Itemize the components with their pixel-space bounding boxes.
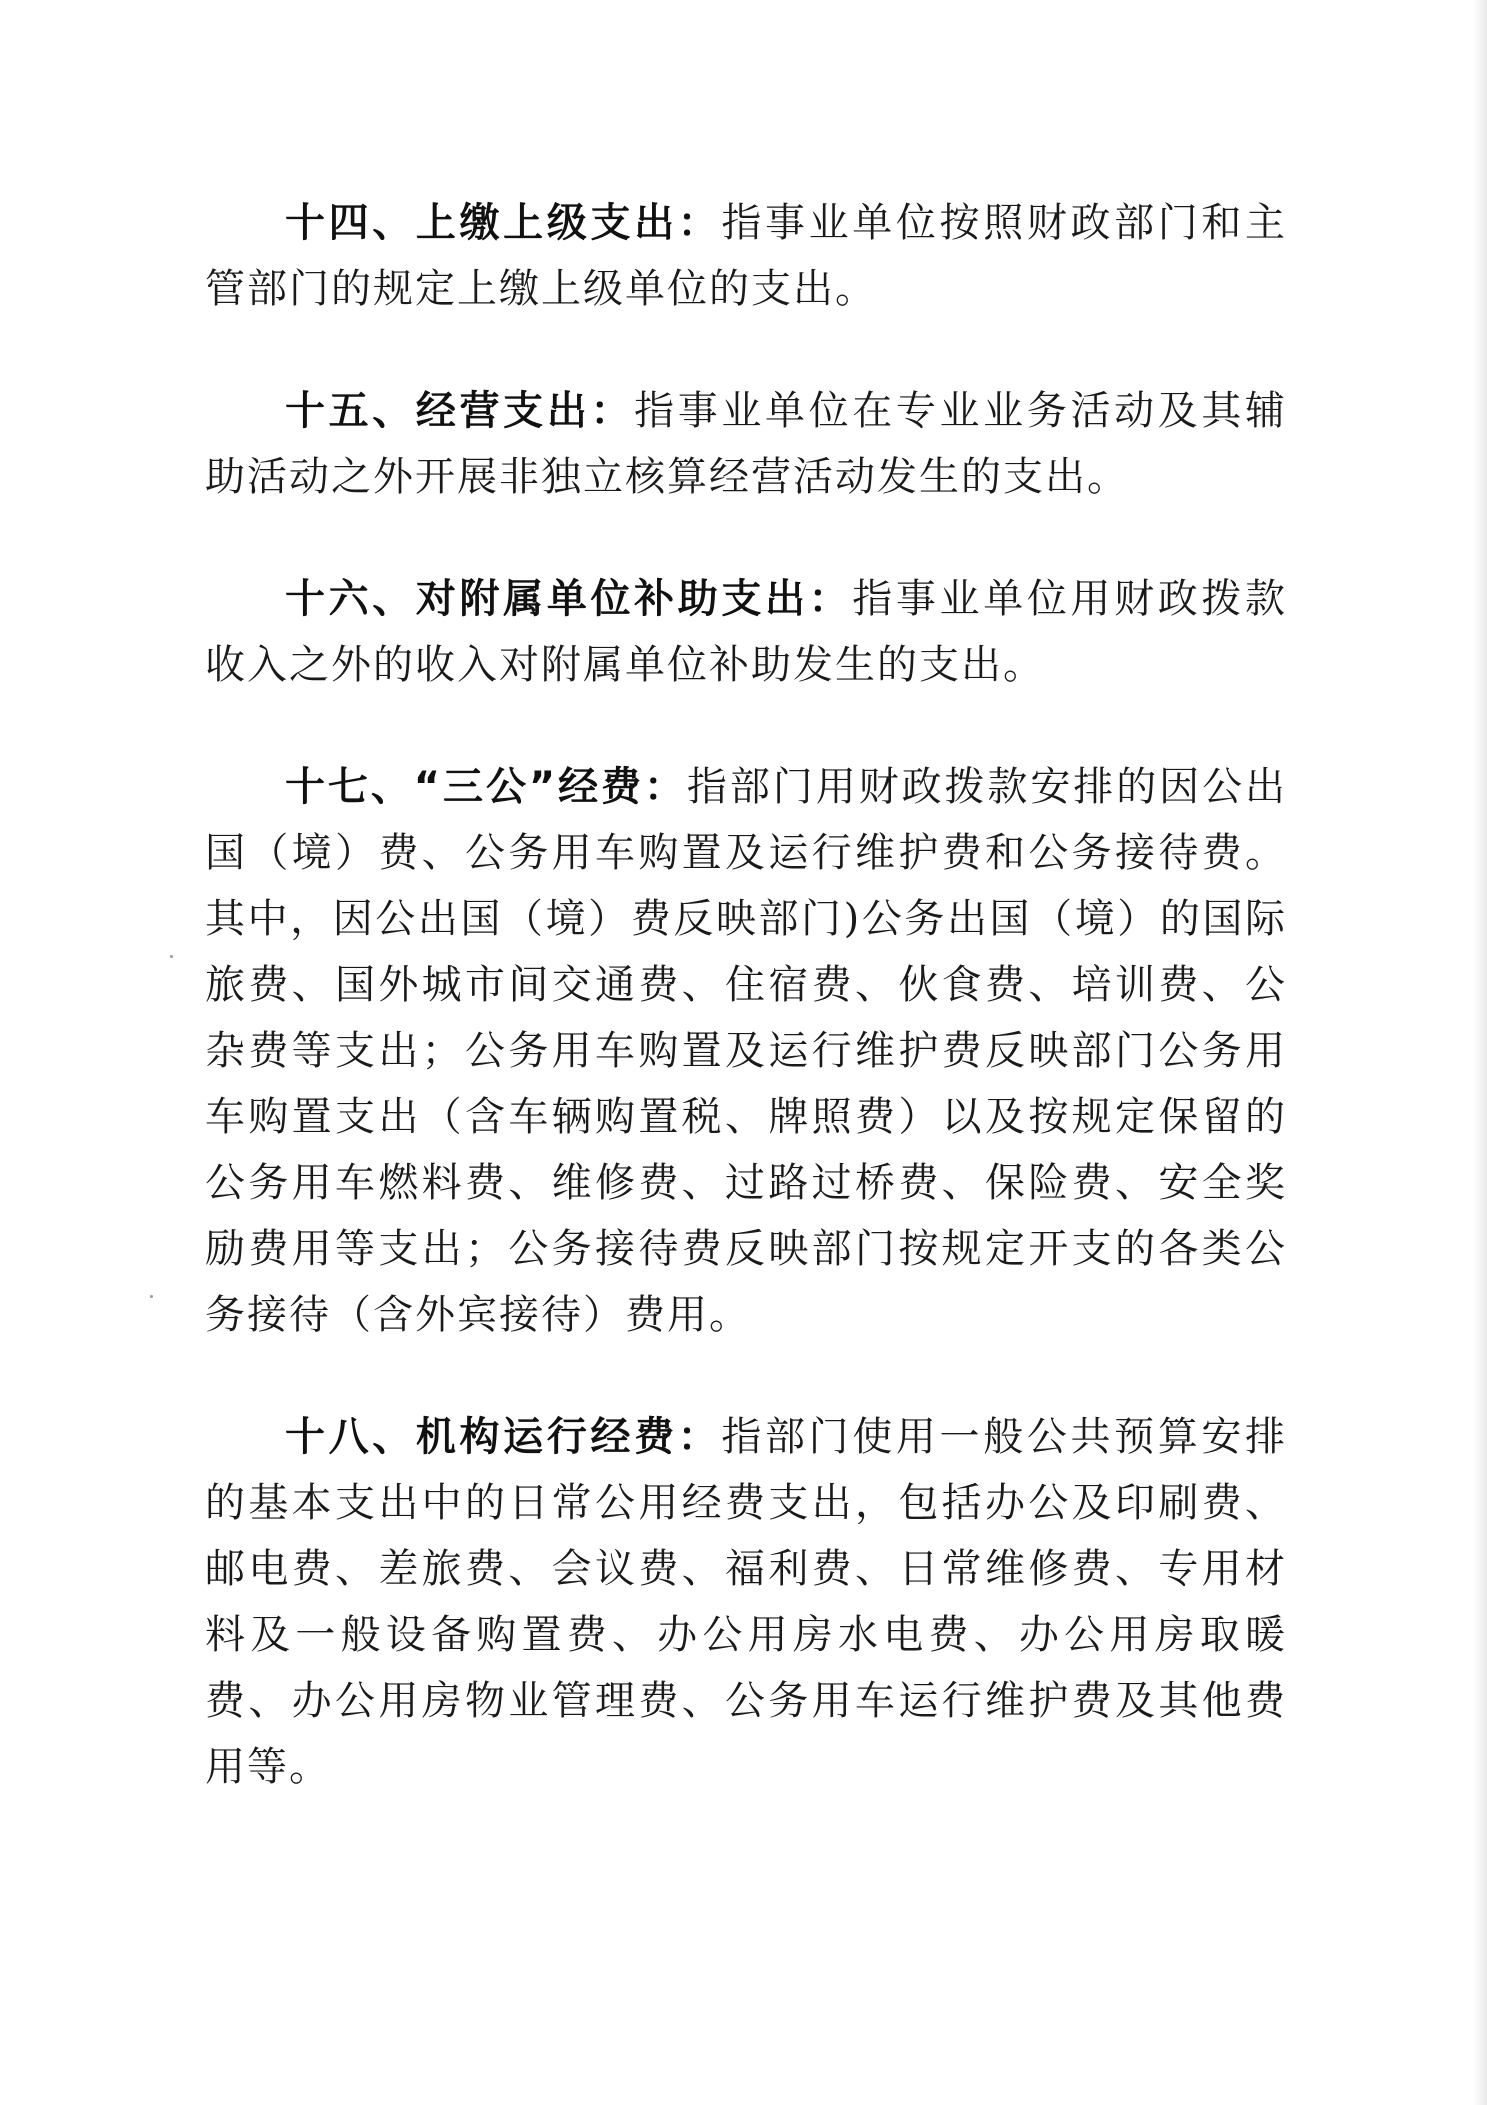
paragraph-15-text: 指事业单位在专业业务活动及其辅助活动之外开展非独立核算经营活动发生的支出。 [205, 388, 1288, 500]
paragraph-16 [205, 566, 1287, 698]
term-heading-16: 十六、对附属单位补助支出： [285, 576, 853, 622]
paragraph-17 [205, 754, 1287, 1348]
document-body [205, 190, 1287, 1800]
paragraph-14-text: 指事业单位按照财政部门和主管部门的规定上缴上级单位的支出。 [205, 200, 1288, 312]
term-heading-18: 十八、机构运行经费： [285, 1414, 722, 1460]
scan-speck [150, 1295, 153, 1298]
term-heading-17: 十七、“三公”经费： [285, 764, 687, 810]
term-heading-14: 十四、上缴上级支出： [285, 200, 722, 246]
term-heading-15: 十五、经营支出： [285, 388, 635, 434]
paragraph-18 [205, 1404, 1287, 1800]
paragraph-17-text: 指部门用财政拨款安排的因公出国（境）费、公务用车购置及运行维护费和公务接待费。其中，因公出国（境）费反映部门)公务出国（境）的国际旅费、国外城市间交通费、住宿费、伙食费、培训费、公杂费等支出；公务用车购置及运行维护费反映部门公务用车购置支出（含车辆购置税、牌照费）以及按规定保留的公务用车燃料费、维修费、过路过桥费、保险费、安全奖励费用等支出；公务接待费反映部门按规定开支的各类公务接待（含外宾接待）费用。 [205, 764, 1288, 1338]
scan-speck [170, 955, 173, 958]
paragraph-15 [205, 378, 1287, 510]
paragraph-16-text: 指事业单位用财政拨款收入之外的收入对附属单位补助发生的支出。 [205, 576, 1288, 688]
paragraph-14 [205, 190, 1287, 322]
paragraph-18-text: 指部门使用一般公共预算安排的基本支出中的日常公用经费支出，包括办公及印刷费、邮电费、差旅费、会议费、福利费、日常维修费、专用材料及一般设备购置费、办公用房水电费、办公用房取暖费、办公用房物业管理费、公务用车运行维护费及其他费用等。 [205, 1414, 1288, 1790]
scan-shadow-edge [1473, 0, 1487, 2105]
